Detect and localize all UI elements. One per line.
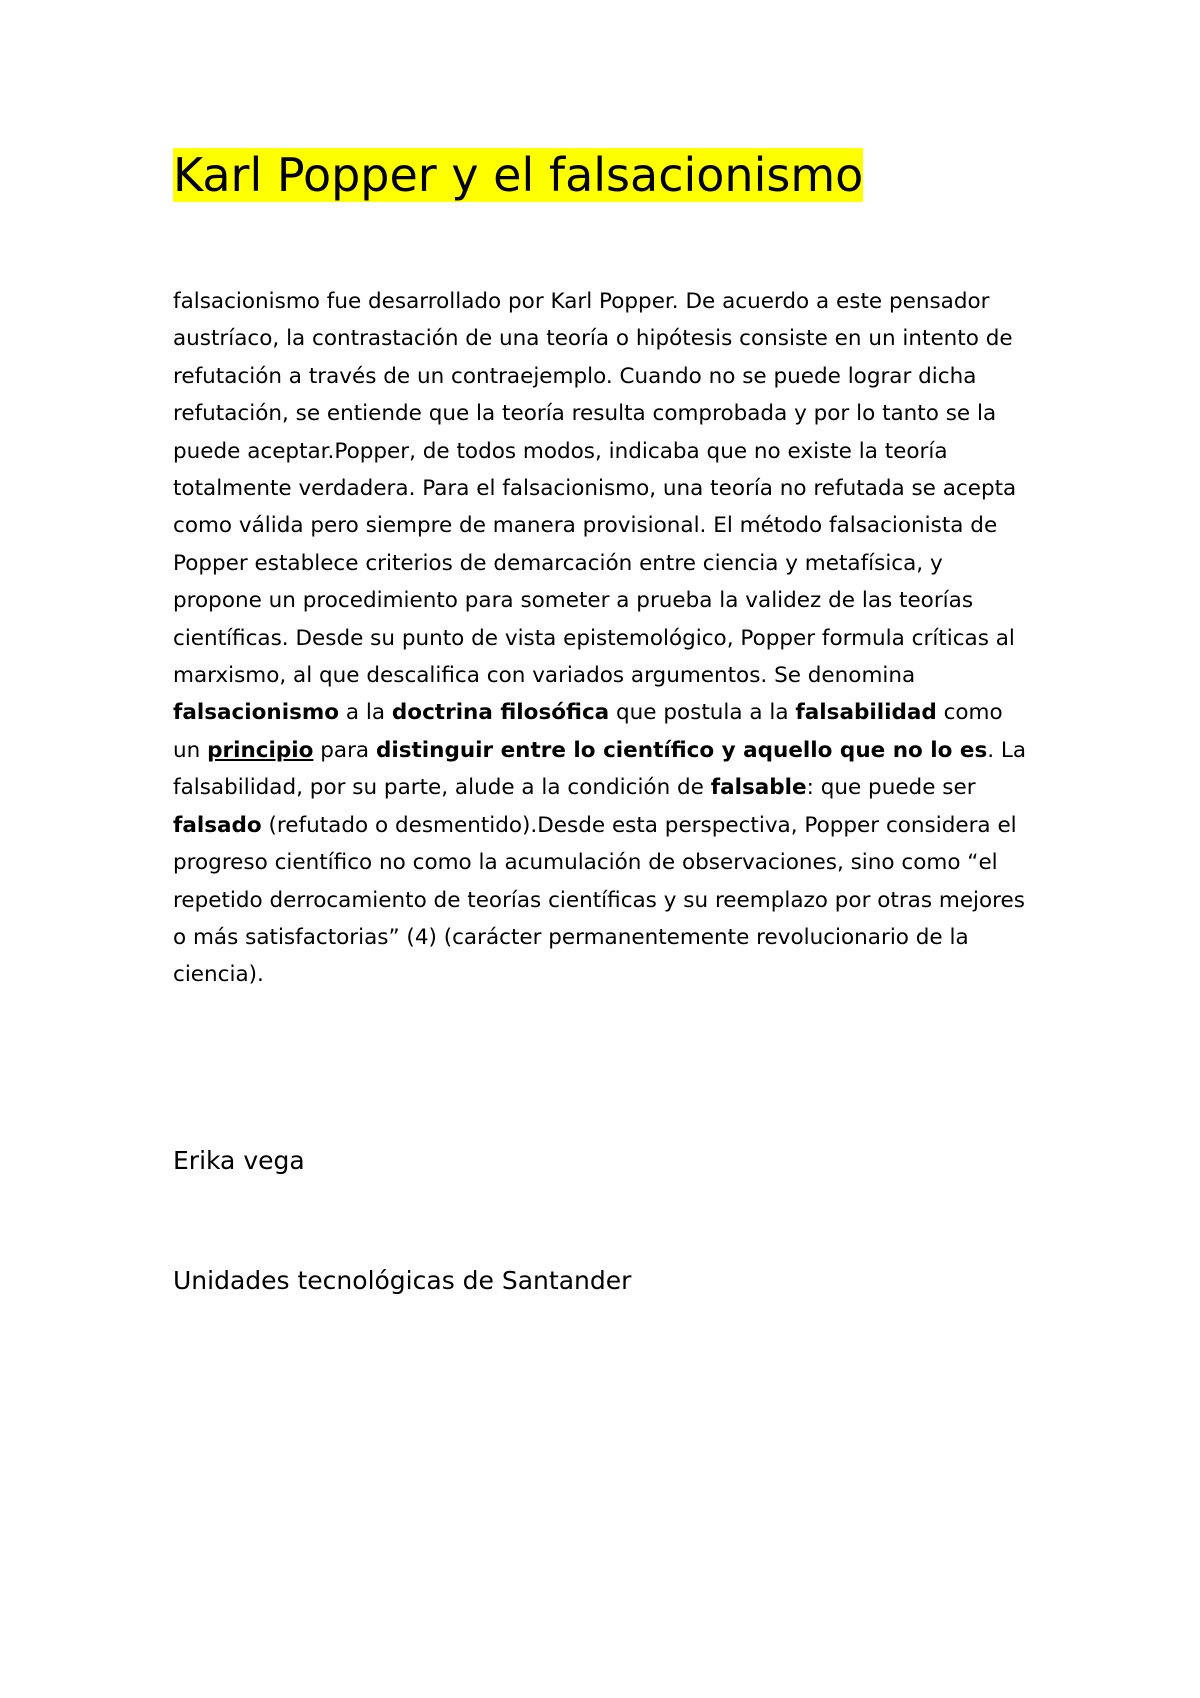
author-name: Erika vega [173,1146,305,1175]
term-falsable: falsable [710,775,807,801]
paragraph-text: . La falsabilidad, por su parte, alude a la condición de [173,737,1027,801]
paragraph-text: que postula a la [609,700,796,726]
term-principio-link[interactable]: principio [207,737,314,763]
term-doctrina-filosofica: doctrina filosófica [391,700,610,726]
title-highlight: Karl Popper y el falsacionismo [173,148,864,202]
term-distinguir: distinguir entre lo científico y aquello que no lo es [375,737,988,763]
institution-name: Unidades tecnológicas de Santander [173,1266,632,1295]
term-falsacionismo: falsacionismo [173,700,340,726]
paragraph-text: a la [339,700,392,726]
paragraph-intro: falsacionismo fue desarrollado por Karl Popper. De acuerdo a este pensador austríaco, la contrastación de una teoría o hipótesis consiste en un intento de refutación a través de un contraejemplo. Cuando no se puede lograr dicha refutación, se entiende que la teoría resulta comprobada y por lo tanto se la puede aceptar.Popper, de todos modos, indicaba que no existe la teoría totalmente verdadera. Para el falsacionismo, una teoría no refutada se acepta como válida pero siempre de manera provisional. El método falsacionista de Popper establece criterios de demarcación entre ciencia y metafísica, y propone un procedimiento para someter a prueba la validez de las teorías científicas. Desde su punto de vista epistemológico, Popper formula críticas al marxismo, al que descalifica con variados argumentos. Se denomina [173,289,1017,689]
body-paragraph [173,283,1033,994]
paragraph-text: : que puede ser [806,775,976,801]
document-title [173,142,863,208]
paragraph-outro: (refutado o desmentido).Desde esta perspectiva, Popper considera el progreso científico no como la acumulación de observaciones, sino como “el repetido derrocamiento de teorías científicas y su reemplazo por otras mejores o más satisfactorias” (4) (carácter permanentemente revolucionario de la ciencia). [173,812,1025,988]
paragraph-text: como un [173,700,1003,763]
term-falsado: falsado [173,812,262,838]
term-falsabilidad: falsabilidad [795,700,937,726]
paragraph-text: para [313,737,376,763]
